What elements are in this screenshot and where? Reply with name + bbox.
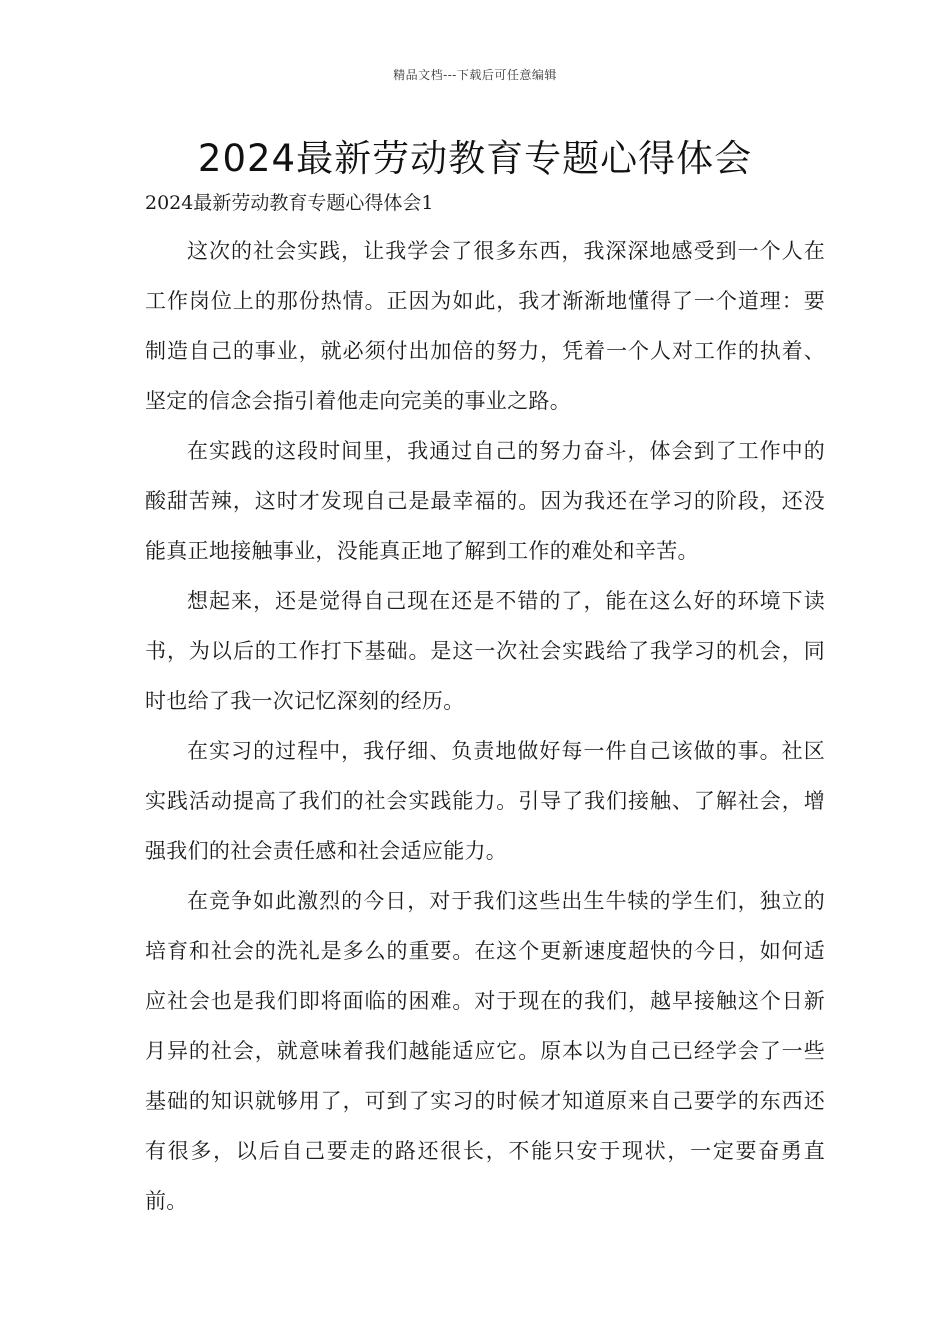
paragraph: 在实习的过程中，我仔细、负责地做好每一件自己该做的事。社区实践活动提高了我们的社会实践能力。引导了我们接触、了解社会，增强我们的社会责任感和社会适应能力。 [145,739,825,863]
document-subtitle: 2024最新劳动教育专题心得体会1 [145,192,434,214]
document-body [145,226,825,1226]
paragraph: 在实践的这段时间里，我通过自己的努力奋斗，体会到了工作中的酸甜苦辣，这时才发现自己是最幸福的。因为我还在学习的阶段，还没能真正地接触事业，没能真正地了解到工作的难处和辛苦。 [145,439,825,563]
document-title: 2024最新劳动教育专题心得体会 [197,137,753,180]
page-header-note: 精品文档---下载后可任意编辑 [393,68,557,82]
paragraph: 想起来，还是觉得自己现在还是不错的了，能在这么好的环境下读书，为以后的工作打下基础。是这一次社会实践给了我学习的机会，同时也给了我一次记忆深刻的经历。 [145,589,825,713]
paragraph: 在竞争如此激烈的今日，对于我们这些出生牛犊的学生们，独立的培育和社会的洗礼是多么的重要。在这个更新速度超快的今日，如何适应社会也是我们即将面临的困难。对于现在的我们，越早接触这个日新月异的社会，就意味着我们越能适应它。原本以为自己已经学会了一些基础的知识就够用了，可到了实习的时候才知道原来自己要学的东西还有很多，以后自己要走的路还很长，不能只安于现状，一定要奋勇直前。 [145,889,825,1213]
paragraph: 这次的社会实践，让我学会了很多东西，我深深地感受到一个人在工作岗位上的那份热情。正因为如此，我才渐渐地懂得了一个道理：要制造自己的事业，就必须付出加倍的努力，凭着一个人对工作的执着、坚定的信念会指引着他走向完美的事业之路。 [145,239,825,413]
